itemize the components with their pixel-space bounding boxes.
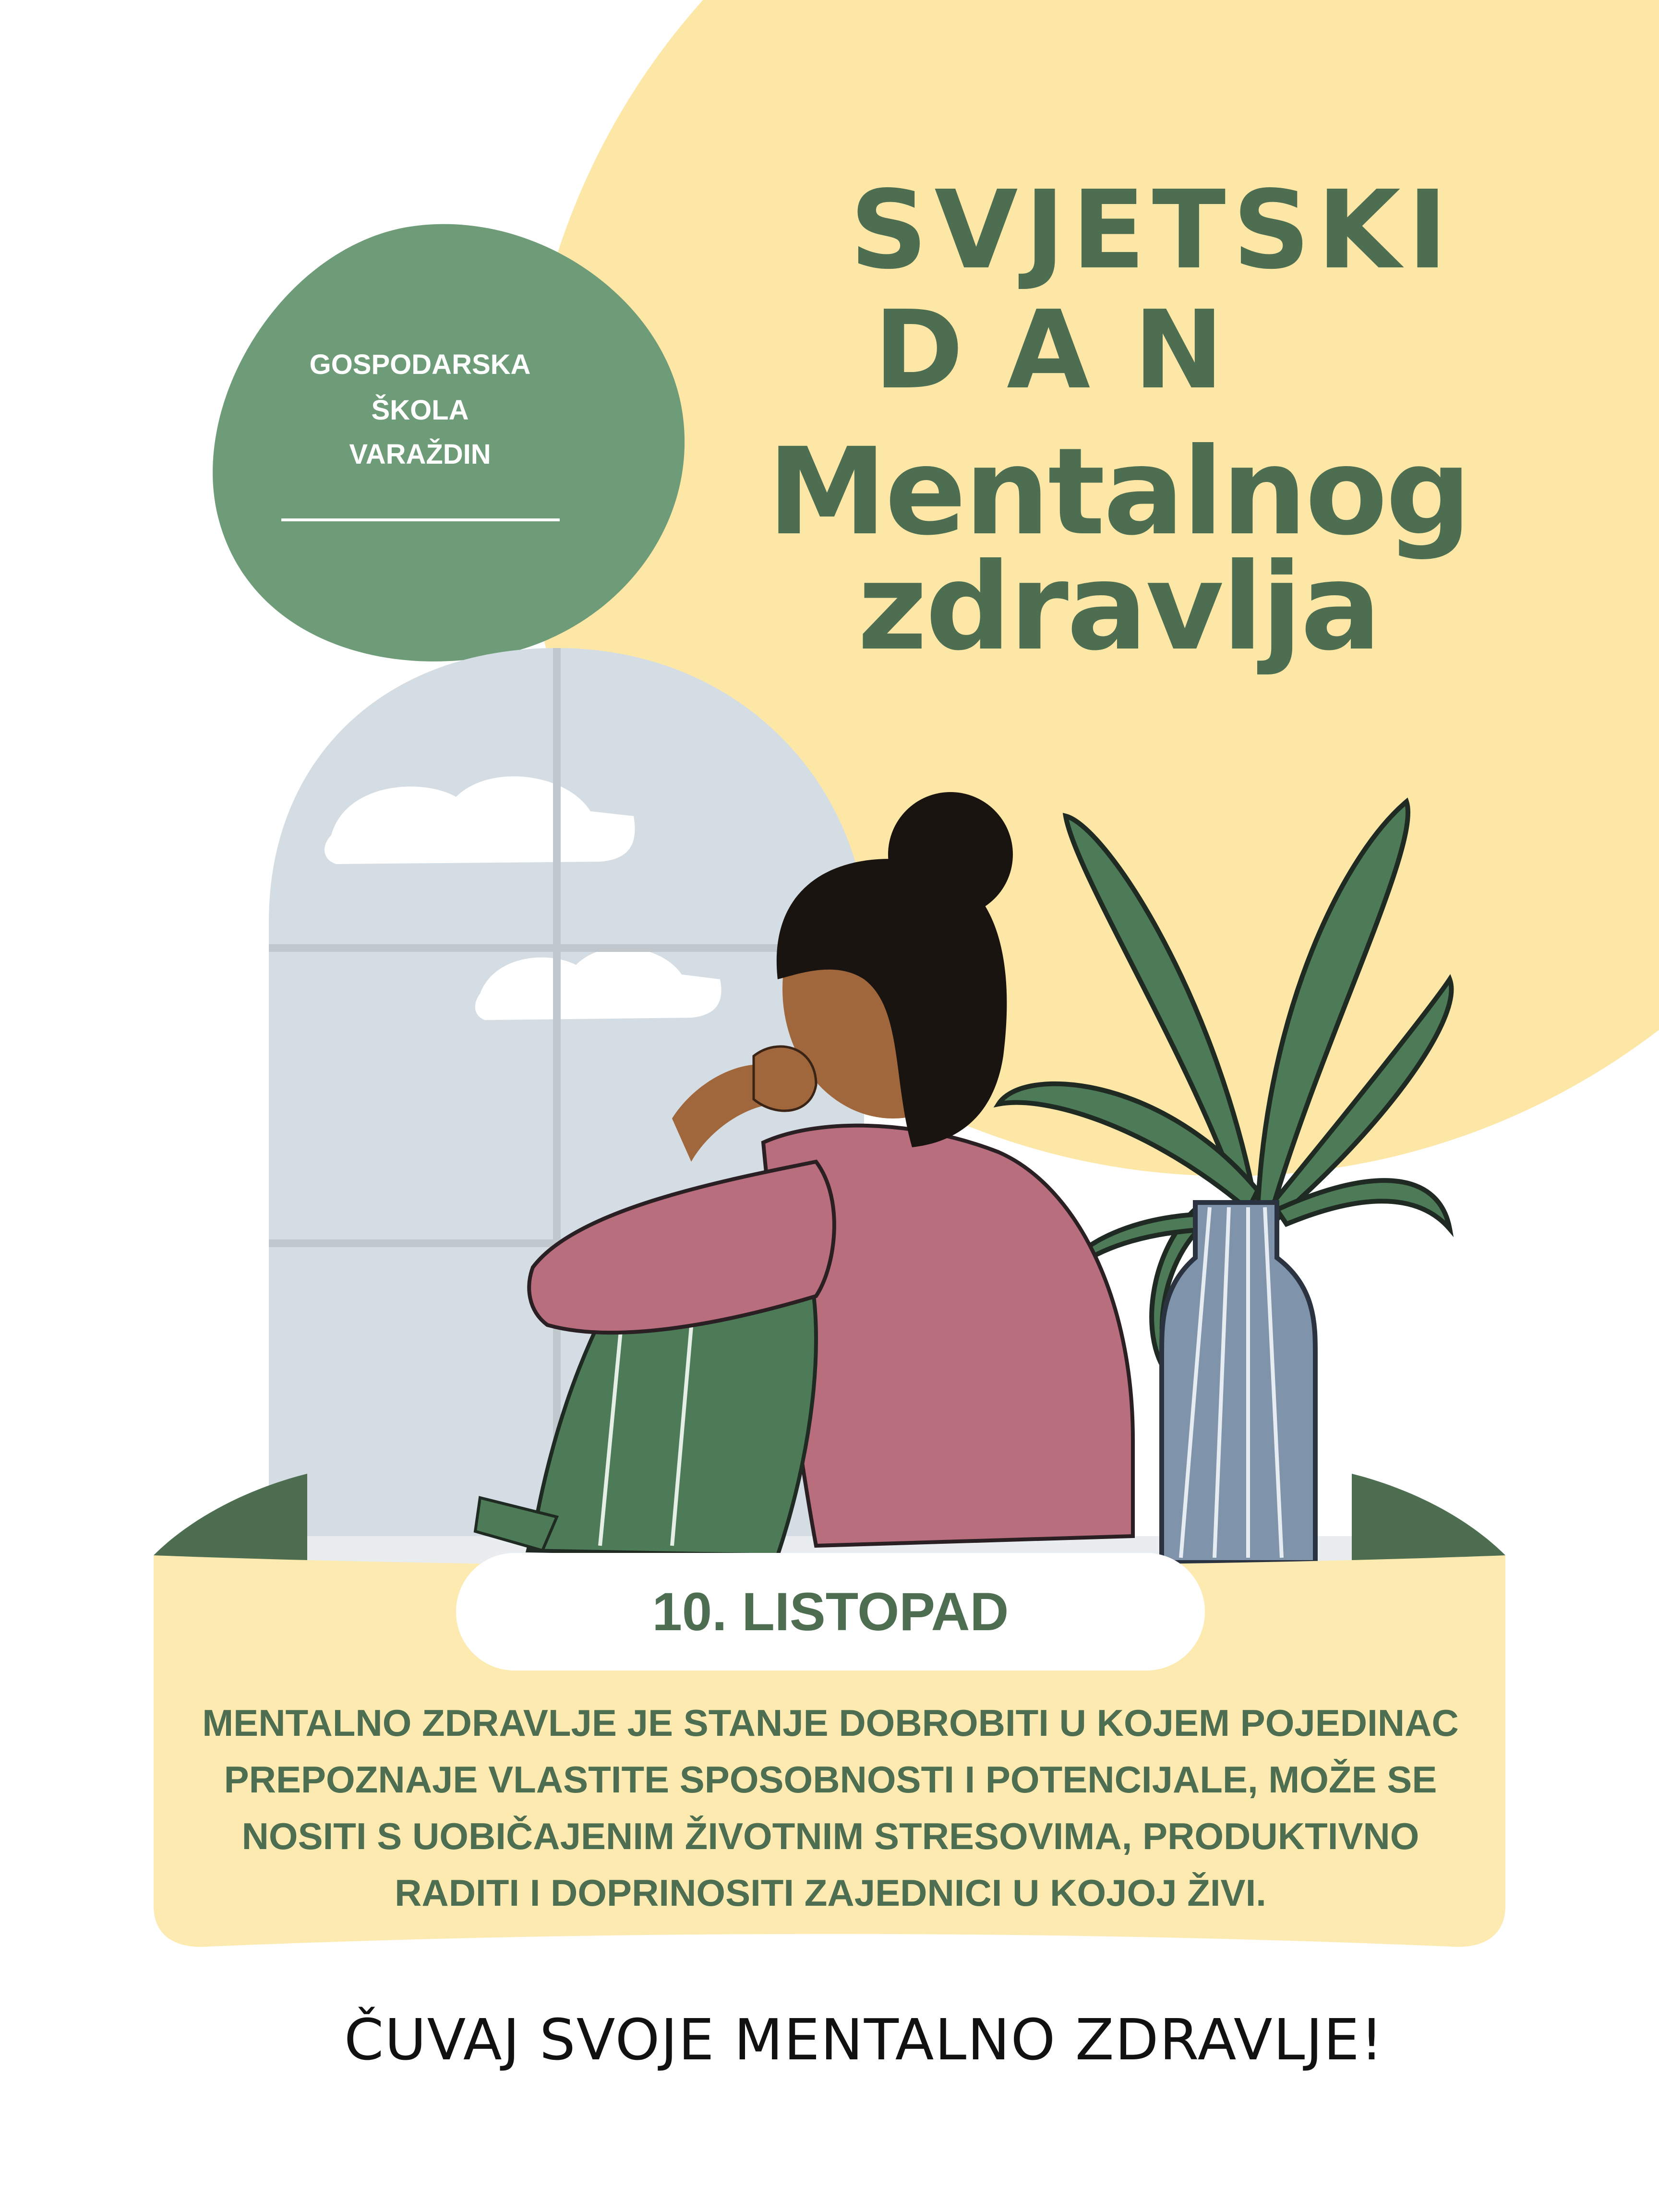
definition-text <box>120 1695 1541 1921</box>
slogan: ČUVAJ SVOJE MENTALNO ZDRAVLJE! <box>344 2007 1384 2073</box>
school-divider <box>281 518 560 521</box>
title-line-1: SVJETSKI <box>850 168 1455 293</box>
school-name-line-1: GOSPODARSKA <box>309 349 531 380</box>
definition-line-3: NOSITI S UOBIČAJENIM ŽIVOTNIM STRESOVIMA, PRODUKTIVNO <box>241 1815 1419 1857</box>
school-name-line-3: VARAŽDIN <box>349 439 491 470</box>
definition-line-4: RADITI I DOPRINOSITI ZAJEDNICI U KOJOJ ŽIVI. <box>395 1872 1266 1914</box>
title-line-3: Mentalnog <box>767 422 1470 562</box>
definition-line-2: PREPOZNAJE VLASTITE SPOSOBNOSTI I POTENCIJALE, MOŽE SE <box>224 1758 1437 1801</box>
title-line-4: zdravlja <box>857 537 1380 677</box>
striped-vase <box>1162 1202 1315 1563</box>
date-label: 10. LISTOPAD <box>652 1582 1009 1642</box>
title-line-2: DAN <box>874 288 1267 413</box>
definition-line-1: MENTALNO ZDRAVLJE JE STANJE DOBROBITI U KOJEM POJEDINAC <box>202 1702 1459 1744</box>
date-pill <box>456 1553 1205 1671</box>
school-name-line-2: ŠKOLA <box>371 395 469 426</box>
